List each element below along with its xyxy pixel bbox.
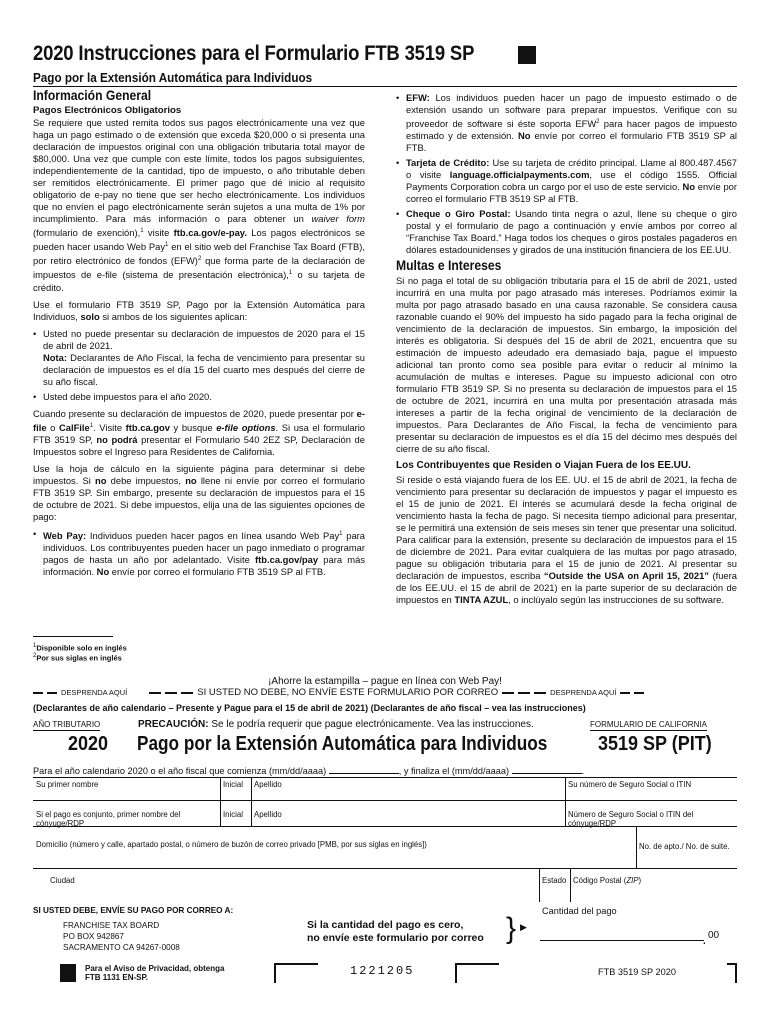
do-not-mail-notice: SI USTED NO DEBE, NO ENVÍE ESTE FORMULARIO POR CORREO bbox=[197, 687, 499, 698]
corner-mark bbox=[727, 963, 737, 983]
footnote-1: $^1$Disponible solo en inglés bbox=[33, 643, 127, 653]
spouse-initial-field[interactable]: Inicial bbox=[223, 810, 243, 819]
paragraph-penalties: Si no paga el total de su obligación tributaria para el 15 de abril de 2021, usted incurrirá en una multa por pago atrasado más intereses. Podríamos eximir la multa por pago atrasado basado en una causa razonable. Se considera causa razonable cuando el 90% del impuesto ha sido pagado para la fecha original de vencimiento de la declaración de impuestos. Sin embargo, la imposición del interés es obligatoria. Si después del 15 de abril de 2021, encuentra que su estimación de impuesto adeudado era demasiado baja, pague el impuesto adicional tan pronto como sea posible para evitar o reducir al mínimo la acumulación de multas e intereses. Pague su impuesto adicional con otro formulario FTB 3519 SP. Si no presenta su declaración de impuestos para el 15 de octubre de 2021, incurrirá en una multa por presentación atrasada más intereses a partir de la fecha original de vencimiento de la declaración de impuestos. Para Declarantes de Año Fiscal, la fecha de vencimiento para presentar su declaración de impuestos es el día 15 del décimo mes después del cierre de su año fiscal. bbox=[396, 275, 737, 455]
corner-mark bbox=[455, 963, 499, 983]
corner-mark bbox=[274, 963, 318, 983]
paragraph-epay: Se requiere que usted remita todos sus pagos electrónicamente una vez que haga un pago estimado o de extensión que exceda $20,000 o si presenta una declaración de impuestos original con una obligación tributaria total mayor de $80,000. Una vez que cumple con este límite, todos los pagos subsiguientes, independientemente de la cantidad, tipo de impuesto, o año tributable deben ser remitidos electrónicamente. El primer pago que dé inicio al requisito obligatorio de e-pay no tiene que ser hecho electrónicamente. Los individuos que no envíen el pago electrónicamente serán sujetos a una multa de 1% por incumplimiento. Para más información o para obtener un waiver form (formulario de exención),$^1$ visite ftb.ca.gov/e-pay. Los pagos electrónicos se pueden hacer usando Web Pay$^1$ en el sitio web del Franchise Tax Board (FTB), por retiro electrónico de fondos (EFW)$^2$ que forma parte de la declaración de impuestos de e-file (sistema de presentación electrónica),$^1$ o su tarjeta de crédito. bbox=[33, 117, 365, 293]
detach-label-left: DESPRENDA AQUÍ bbox=[61, 688, 128, 697]
page-subtitle: Pago por la Extensión Automática para Individuos bbox=[33, 70, 313, 85]
black-square-mark bbox=[518, 46, 536, 64]
initial-field[interactable]: Inicial bbox=[223, 780, 243, 789]
detach-line bbox=[33, 687, 737, 698]
list-item-credit-card: • Tarjeta de Crédito: Use su tarjeta de crédito principal. Llame al 800.487.4567 o visite language.officialpayments.com, use el código 1555. Official Payments Corporation cobra un cargo por el uso de este servicio. No envíe por correo el formulario FTB 3519 SP al FTB. bbox=[396, 157, 737, 205]
list-item-webpay: • Web Pay: Individuos pueden hacer pagos en línea usando Web Pay$^1$ para individuos. Los contribuyentes pueden hacer un pago inmediato o programar pagos de hasta un año por adelantado. Visite ftb.ca.gov/pay para más información. No envíe por correo el formulario FTB 3519 SP al FTB. bbox=[33, 528, 365, 578]
page-title: 2020 Instrucciones para el Formulario FTB 3519 SP bbox=[33, 42, 475, 65]
footnote-2: $^2$Por sus siglas en inglés bbox=[33, 653, 122, 663]
list-item: • Usted no puede presentar su declaración de impuestos de 2020 para el 15 de abril de 2021. Nota: Declarantes de Año Fiscal, la fecha de vencimiento para presentar su declaración de impuestos es el día 15 del cuarto mes después del cierre de su año fiscal. bbox=[33, 328, 365, 388]
amount-cents: 00 bbox=[708, 930, 720, 941]
barcode-number: 1221205 bbox=[350, 964, 415, 978]
section-heading-penalties: Multas e Intereses bbox=[396, 258, 502, 274]
header-rule bbox=[33, 86, 737, 87]
tax-year: 2020 bbox=[68, 733, 109, 755]
last-name-field[interactable]: Apellido bbox=[254, 780, 282, 789]
paragraph-use-form: Use el formulario FTB 3519 SP, Pago por la Extensión Automática para Individuos, solo si ambos de los siguientes aplican: bbox=[33, 298, 365, 322]
taxpayer-info-grid bbox=[33, 777, 737, 901]
form-id: 3519 SP (PIT) bbox=[598, 733, 712, 755]
paragraph-outside-us: Si reside o está viajando fuera de los EE. UU. el 15 de abril de 2021, la fecha de vencimiento para presentar su declaración de impuestos y pagar el impuesto es el 15 de junio de 2021. El interés se acumulará desde la fecha original de vencimiento hasta la fecha de pago. Si necesita tiempo adicional para presentar, se le permitirá una extensión de seis meses sin tener que presentar una solicitud. Para calificar para la extensión, presente su declaración de impuestos para el 15 de diciembre de 2021. Para evitar cualquiera de las multas por pago atrasado, pague su obligación tributaria para el 15 de junio de 2021. Al presentar su declaración de impuestos, escriba “Outside the USA on April 15, 2021” (fuera de los EE.UU. el 15 de abril de 2021) en la parte superior de su declaración de impuestos en TINTA AZUL, o inclúyalo según las instrucciones de su software. bbox=[396, 474, 737, 606]
address-field[interactable]: Domicilio (número y calle, apartado postal, o número de buzón de correo privado [PMB, por sus siglas en inglés]) bbox=[36, 840, 427, 849]
state-field[interactable]: Estado bbox=[542, 876, 567, 885]
tax-year-label: AÑO TRIBUTARIO bbox=[33, 720, 101, 729]
subheading-epay: Pagos Electrónicos Obligatorios bbox=[33, 105, 182, 116]
webpay-stamp-note: ¡Ahorre la estampilla – pague en línea con Web Pay! bbox=[268, 676, 502, 687]
paragraph-worksheet: Use la hoja de cálculo en la siguiente página para determinar si debe impuestos. Si no debe impuestos, no llene ni envíe por correo el formulario FTB 3519 SP. Sin embargo, presente su declaración de impuestos para el 15 de octubre de 2021. Si debe impuestos, elija una de las siguientes opciones de pago: bbox=[33, 462, 365, 522]
conditions-list bbox=[33, 328, 365, 403]
list-item-check: • Cheque o Giro Postal: Usando tinta negra o azul, llene su cheque o giro postal y el formulario de pago a continuación y envíe ambos por correo al “Franchise Tax Board.” Haga todos los cheques o giros postales pagaderos en dólares estadounidenses y girados de una institución financiera de los EE.UU. bbox=[396, 208, 737, 256]
ssn-field[interactable]: Su número de Seguro Social o ITIN bbox=[568, 780, 692, 789]
mailing-address: FRANCHISE TAX BOARD PO BOX 942867 SACRAMENTO CA 94267-0008 bbox=[63, 921, 180, 952]
payment-options-left bbox=[33, 528, 365, 578]
detach-label-right: DESPRENDA AQUÍ bbox=[550, 688, 617, 697]
left-column bbox=[33, 90, 365, 581]
privacy-notice: Para el Aviso de Privacidad, obtenga FTB 1131 EN-SP. bbox=[85, 964, 225, 982]
california-form-label: FORMULARIO DE CALIFORNIA bbox=[590, 720, 707, 729]
footer-form-id: FTB 3519 SP 2020 bbox=[598, 967, 676, 977]
spouse-ssn-field[interactable]: Número de Seguro Social o ITIN del cónyuge/RDP bbox=[568, 810, 694, 828]
apt-field[interactable]: No. de apto./ No. de suite. bbox=[639, 842, 730, 851]
subheading-outside-us: Los Contribuyentes que Residen o Viajan Fuera de los EE.UU. bbox=[396, 460, 691, 472]
right-column bbox=[396, 92, 737, 611]
amount-field[interactable] bbox=[540, 940, 704, 941]
filing-banner: (Declarantes de año calendario – Presente y Pague para el 15 de abril de 2021) (Declarantes de año fiscal – vea las instrucciones) bbox=[33, 703, 586, 713]
footnote-rule bbox=[33, 636, 113, 637]
spouse-first-name-field[interactable]: Si el pago es conjunto, primer nombre del cónyuge/RDP bbox=[36, 810, 181, 828]
section-heading-general: Información General bbox=[33, 88, 152, 103]
paragraph-efile: Cuando presente su declaración de impuestos de 2020, puede presentar por e-file o CalFile$^1$. Visite ftb.ca.gov y busque e-file options. Si usa el formulario FTB 3519 SP, no podrá presentar el Formulario 540 2EZ SP, Declaración de Impuestos sobre el Ingreso para Residentes de California. bbox=[33, 407, 365, 457]
precaution-note: PRECAUCIÓN: Se le podría requerir que pague electrónicamente. Vea las instrucciones. bbox=[138, 719, 534, 730]
end-date-field[interactable] bbox=[512, 765, 582, 774]
scan-mark bbox=[60, 964, 76, 982]
voucher-title: Pago por la Extensión Automática para Individuos bbox=[137, 733, 548, 755]
amount-label: Cantidad del pago bbox=[542, 906, 617, 916]
start-date-field[interactable] bbox=[329, 765, 399, 774]
zip-field[interactable]: Código Postal (ZIP) bbox=[573, 876, 642, 885]
first-name-field[interactable]: Su primer nombre bbox=[36, 780, 99, 789]
zero-amount-note: Si la cantidad del pago es cero, no envíe este formulario por correo bbox=[307, 919, 484, 944]
city-field[interactable]: Ciudad bbox=[50, 876, 75, 885]
payment-options-right bbox=[396, 92, 737, 256]
brace-icon: } bbox=[506, 912, 517, 945]
list-item-efw: • EFW: Los individuos pueden hacer un pago de impuesto estimado o de extensión usando un software para preparar impuestos. Verifique con su proveedor de software si éste soporta EFW$^2$ para hacer pagos de impuesto estimado y de extensión. No envíe por correo el formulario FTB 3519 SP al FTB. bbox=[396, 92, 737, 154]
decimal-point: . bbox=[703, 936, 706, 947]
list-item: • Usted debe impuestos para el año 2020. bbox=[33, 391, 365, 403]
arrow-right-icon: ▶ bbox=[520, 922, 527, 932]
spouse-last-name-field[interactable]: Apellido bbox=[254, 810, 282, 819]
calendar-year-line: Para el año calendario 2020 o el año fiscal que comienza (mm/dd/aaaa) , y finaliza el (mm/dd/aaaa) . bbox=[33, 766, 585, 776]
mail-to-heading: SI USTED DEBE, ENVÍE SU PAGO POR CORREO A: bbox=[33, 906, 234, 915]
